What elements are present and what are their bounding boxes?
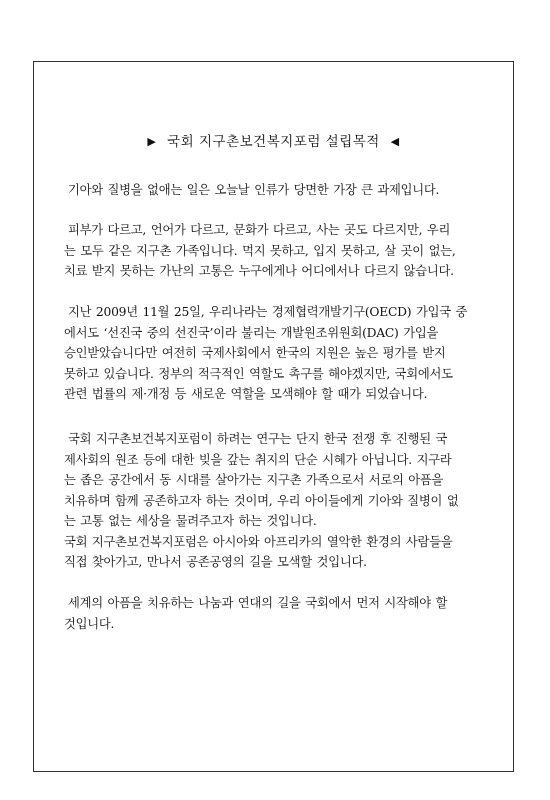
paragraph-line: 국회 지구촌보건복지포럼이 하려는 연구는 단지 한국 전쟁 후 진행된 국 xyxy=(68,432,448,446)
paragraph-line: 제사회의 원조 등에 대한 빚을 갚는 취지의 단순 시혜가 아닙니다. 지구라 xyxy=(64,452,452,467)
paragraph-line: 관련 법률의 제·개정 등 새로운 역할을 모색해야 할 때가 되었습니다. xyxy=(64,387,428,401)
paragraph-line: 는 모두 같은 지구촌 가족입니다. 먹지 못하고, 입지 못하고, 살 곳이 없는, xyxy=(64,243,456,258)
paragraph-line: 는 좁은 공간에서 동 시대를 살아가는 지구촌 가족으로서 서로의 아픔을 xyxy=(64,473,444,487)
paragraph-line: 에서도 ‘선진국 중의 선진국’이라 불리는 개발원조위원회(DAC) 가입을 xyxy=(64,325,439,340)
document-title-row xyxy=(34,130,513,150)
paragraph-line: 치유하며 함께 공존하고자 하는 것이며, 우리 아이들에게 기아와 질병이 없 xyxy=(64,493,459,508)
paragraph-line: 직접 찾아가고, 만나서 공존공영의 길을 모색할 것입니다. xyxy=(64,555,367,569)
paragraph-3 xyxy=(64,302,490,405)
paragraph-line: 지난 2009년 11월 25일, 우리나라는 경제협력개발기구(OECD) 가입국 중 xyxy=(68,305,468,319)
paragraph-line: 국회 지구촌보건복지포럼은 아시아와 아프리카의 열악한 환경의 사람들을 xyxy=(64,534,453,549)
document-title: 국회 지구촌보건복지포럼 설립목적 xyxy=(167,134,380,150)
paragraph-line: 치료 받지 못하는 가난의 고통은 누구에게나 어디에서나 다르지 않습니다. xyxy=(64,264,454,278)
paragraph-line: 승인받았습니다만 여전히 국제사회에서 한국의 지원은 높은 평가를 받지 xyxy=(64,346,446,360)
left-pointer-icon: ◀ xyxy=(390,135,400,148)
paragraph-line: 것입니다. xyxy=(64,616,115,631)
paragraph-1 xyxy=(64,180,490,201)
paragraph-4 xyxy=(64,429,490,573)
paragraph-line: 피부가 다르고, 언어가 다르고, 문화가 다르고, 사는 곳도 다르지만, 우리 xyxy=(68,223,451,237)
document-frame xyxy=(33,61,514,772)
paragraph-2 xyxy=(64,220,490,282)
paragraph-line: 기아와 질병을 없애는 일은 오늘날 인류가 당면한 가장 큰 과제입니다. xyxy=(68,183,440,197)
paragraph-5 xyxy=(64,593,490,634)
right-pointer-icon: ▶ xyxy=(147,135,157,148)
paragraph-line: 못하고 있습니다. 정부의 적극적인 역할도 촉구를 해야겠지만, 국회에서도 xyxy=(64,366,453,381)
paragraph-line: 세계의 아픔을 치유하는 나눔과 연대의 길을 국회에서 먼저 시작해야 할 xyxy=(68,596,448,610)
paragraph-line: 는 고통 없는 세상을 물려주고자 하는 것입니다. xyxy=(64,514,317,528)
